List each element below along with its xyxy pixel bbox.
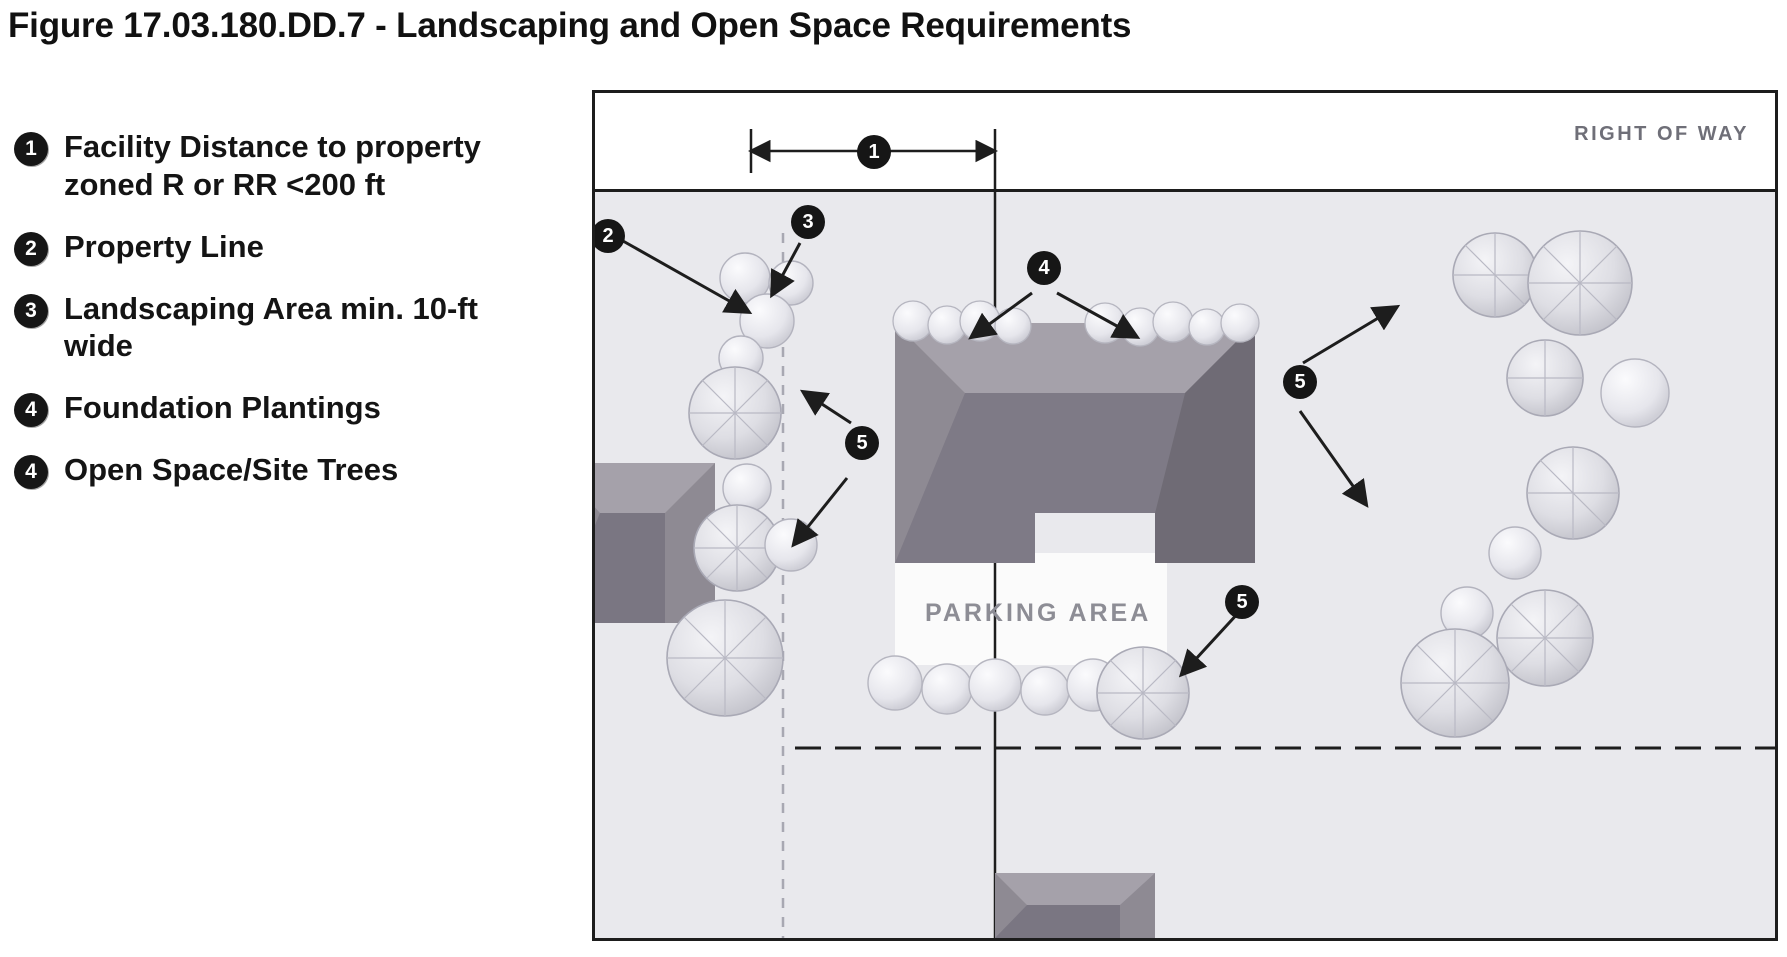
main-building	[895, 323, 1255, 563]
leader-5-right-up	[1303, 308, 1395, 363]
diagram-vector-layer	[595, 93, 1775, 938]
callout-1: 1	[857, 135, 891, 169]
callout-3: 3	[791, 205, 825, 239]
callout-4: 4	[1027, 251, 1061, 285]
legend-label-2: Property Line	[64, 228, 264, 264]
legend-bullet-5: 4	[14, 455, 48, 489]
legend-bullet-1: 1	[14, 132, 48, 166]
callout-5-bottom: 5	[1225, 585, 1259, 619]
site-tree	[1489, 527, 1541, 579]
site-tree	[1097, 647, 1189, 739]
site-tree	[1507, 340, 1583, 416]
leader-5-bottom	[1183, 611, 1240, 673]
parking-edge-shrubs	[868, 656, 1119, 715]
legend-label-3: Landscaping Area min. 10-ft wide	[64, 290, 478, 364]
callout-5-right: 5	[1283, 365, 1317, 399]
site-tree	[1401, 629, 1509, 737]
legend-item-4	[14, 389, 574, 427]
site-tree	[1528, 231, 1632, 335]
page-title: Figure 17.03.180.DD.7 - Landscaping and Open Space Requirements	[8, 6, 1132, 45]
legend-item-1	[14, 128, 574, 204]
site-tree	[689, 367, 781, 459]
callout-5-left: 5	[845, 426, 879, 460]
legend-item-2	[14, 228, 574, 266]
legend-bullet-2: 2	[14, 232, 48, 266]
site-tree	[1601, 359, 1669, 427]
site-tree	[1497, 590, 1593, 686]
legend-bullet-4: 4	[14, 393, 48, 427]
legend-label-5: Open Space/Site Trees	[64, 452, 399, 488]
legend-item-5	[14, 451, 574, 489]
parking-area-label: PARKING AREA	[925, 599, 1152, 627]
legend-bullet-3: 3	[14, 294, 48, 328]
leader-5-left-up	[805, 393, 851, 423]
site-tree	[1527, 447, 1619, 539]
legend-label-1: Facility Distance to property zoned R or RR <200 ft	[64, 129, 481, 202]
site-tree	[1453, 233, 1537, 317]
site-tree-group-right	[1401, 231, 1669, 737]
site-tree	[667, 600, 783, 716]
legend-item-3	[14, 290, 574, 366]
site-plan-diagram	[592, 90, 1778, 941]
right-of-way-label: RIGHT OF WAY	[1574, 123, 1749, 145]
leader-5-left-down	[795, 478, 847, 543]
legend-label-4: Foundation Plantings	[64, 390, 381, 426]
leader-5-right-down	[1300, 411, 1365, 503]
legend	[14, 128, 574, 513]
callout-2: 2	[592, 219, 625, 253]
bottom-outbuilding	[995, 873, 1155, 938]
